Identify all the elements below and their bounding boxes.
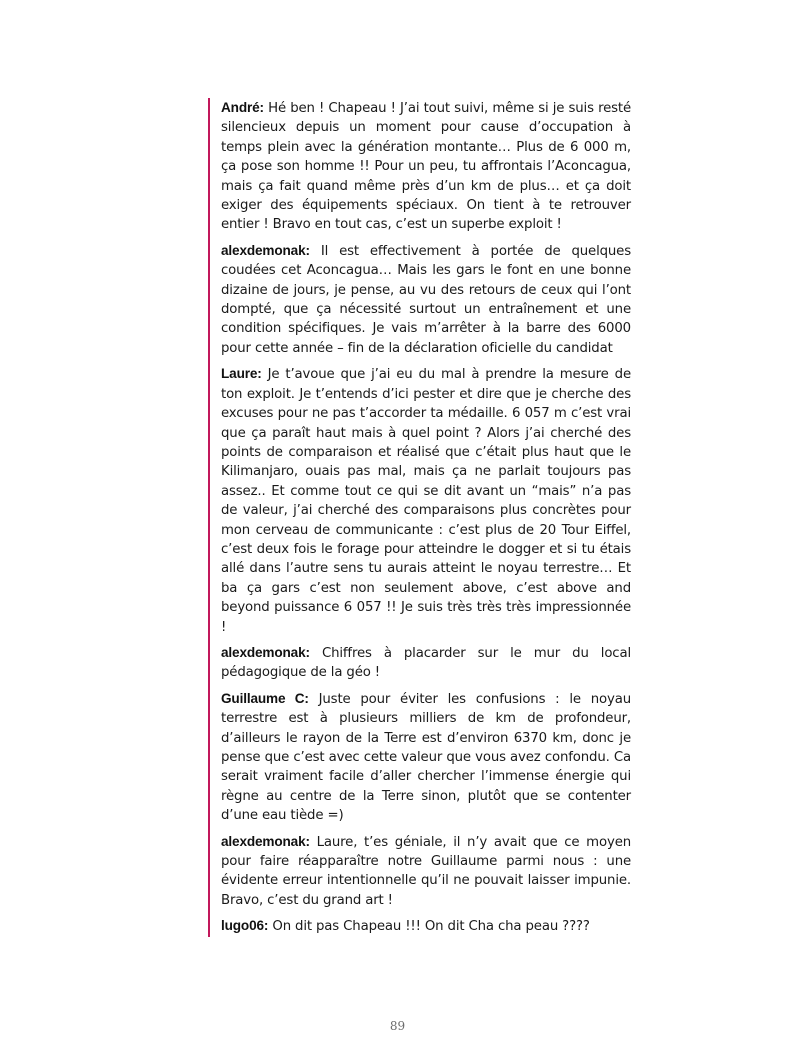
page-number: 89 (389, 1019, 406, 1033)
comment-thread (208, 98, 631, 937)
comment-alexdemonak-2 (221, 643, 631, 683)
comment-alexdemonak-1 (221, 241, 631, 358)
comment-text: Chiffres à placarder sur le mur du local pédagogique de la géo ! (221, 645, 632, 681)
comment-andre (221, 98, 631, 235)
comment-author: alexdemonak: (221, 242, 310, 258)
comment-text: Hé ben ! Chapeau ! J’ai tout suivi, même si je suis resté silencieux depuis un moment pour cause d’occupation à temps plein avec la génération montante… Plus de 6 000 m, ça pose son homme !! Pour un peu, tu affrontais l’Aconcagua, mais ça fait quand même près d’un km de plus… et ça doit exiger des équipements spéciaux. On tient à te retrouver entier ! Bravo en tout cas, c’est un superbe exploit ! (221, 101, 632, 233)
comment-text: Je t’avoue que j’ai eu du mal à prendre la mesure de ton exploit. Je t’entends d’ici pester et dire que je cherche des excuses pour ne pas t’accorder ta médaille. 6 057 m c’est vrai que ça paraît haut mais à quel point ? Alors j’ai cherché des points de comparaison et réalisé que c’était plus haut que le Kilimanjaro, ouais pas mal, mais ça ne parlait toujours pas assez.. Et comme tout ce qui se dit avant un “mais” n’a pas de valeur, j’ai cherché des comparaisons plus concrètes pour mon cerveau de communicante : c’est plus de 20 Tour Eiffel, c’est deux fois le forage pour atteindre le dogger et si tu étais allé dans l’autre sens tu aurais atteint le noyau terrestre… Et ba ça gars c’est non seulement above, c’est above and beyond puissance 6 057 !! Je suis très très très impressionnée ! (221, 367, 631, 635)
comment-alexdemonak-3 (221, 832, 631, 911)
comment-text: On dit pas Chapeau !!! On dit Cha cha peau ???? (272, 919, 590, 935)
comment-lugo06 (221, 916, 631, 936)
comment-text: Juste pour éviter les confusions : le noyau terrestre est à plusieurs milliers de km de profondeur, d’ailleurs le rayon de la Terre est d’environ 6370 km, donc je pense que c’est avec cette valeur que vous avez confondu. Ca serait vraiment facile d’aller chercher l’immense énergie qui règne au centre de la Terre sinon, plutôt que se contenter d’une eau tiède =) (221, 691, 631, 824)
comment-author: lugo06: (221, 918, 269, 934)
comment-author: Guillaume C: (221, 690, 309, 706)
comment-author: alexdemonak: (221, 833, 310, 849)
comment-laure (221, 364, 631, 637)
comment-text: Il est effectivement à portée de quelques coudées cet Aconcagua… Mais les gars le font en une bonne dizaine de jours, je pense, au vu des retours de ceux qui l’ont dompté, que ça nécessité surtout un entraînement et une condition spécifiques. Je vais m’arrêter à la barre des 6000 pour cette année – fin de la déclaration oficielle du candidat (221, 243, 631, 356)
comment-guillaume-c (221, 689, 631, 826)
comment-author: alexdemonak: (221, 644, 310, 660)
comment-text: Laure, t’es géniale, il n’y avait que ce moyen pour faire réapparaître notre Guillaume parmi nous : une évidente erreur intentionnelle qu’il ne pouvait laisser impunie. Bravo, c’est du grand art ! (221, 834, 632, 908)
comment-author: Laure: (221, 366, 262, 382)
comment-author: André: (221, 100, 264, 115)
